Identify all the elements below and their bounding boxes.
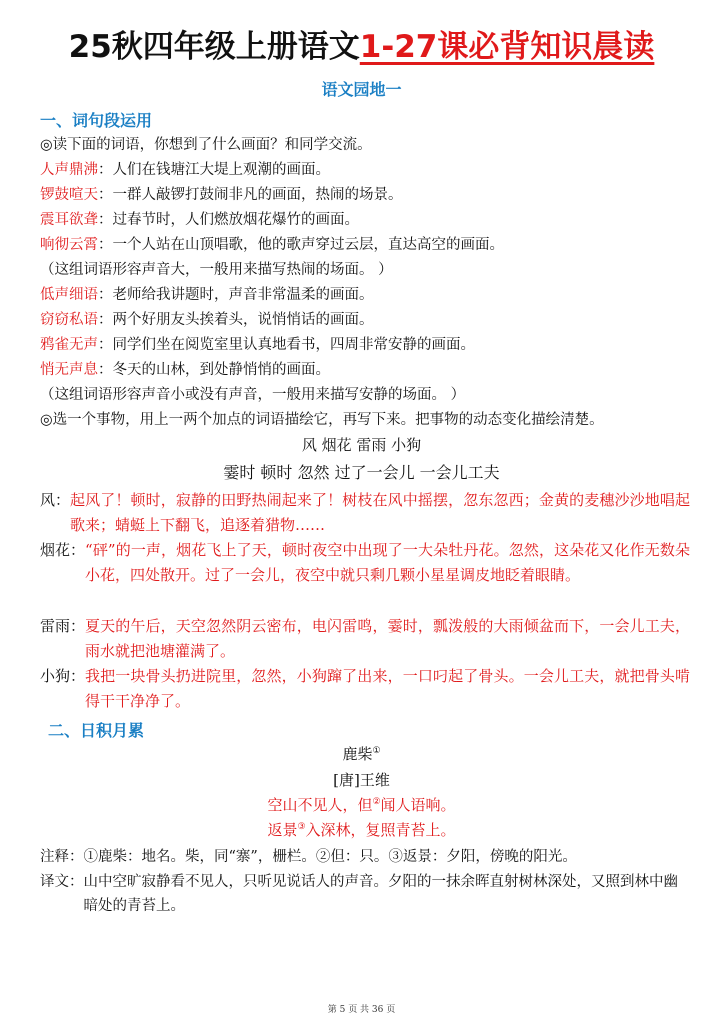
poem-line-2-note: ③	[297, 822, 306, 832]
word-item	[40, 334, 475, 356]
notes-label: 注释：	[40, 849, 84, 865]
lesson-subtitle: 语文园地一	[321, 80, 402, 99]
essay-text: 夏天的午后，天空忽然阴云密布，电闪雷鸣，霎时，瓢泼般的大雨倾盆而下，一会儿工夫，雨水就把池塘灌满了。	[85, 617, 690, 660]
word-item	[40, 309, 374, 331]
page-number: 第 5 页 共 36 页	[327, 1005, 396, 1015]
page-title	[0, 26, 723, 68]
essay-text: 我把一块骨头扔进院里，忽然，小狗蹿了出来，一口叼起了骨头。一会儿工夫，就把骨头啃得干干净净了。	[85, 667, 690, 710]
word-term: 窃窃私语	[40, 312, 98, 328]
essay-label: 雷雨：	[40, 617, 86, 635]
section-heading-1: 一、词句段运用	[40, 111, 153, 130]
poem-author: [唐]王维	[333, 771, 390, 789]
essay-text: 起风了！顿时，寂静的田野热闹起来了！树枝在风中摇摆，忽东忽西；金黄的麦穗沙沙地唱起歌来；蜻蜓上下翻飞，追逐着猎物……	[70, 491, 690, 534]
word-item	[40, 284, 374, 306]
word-term: 悄无声息	[40, 362, 98, 378]
prompt-1: ◎读下面的词语，你想到了什么画面？和同学交流。	[40, 137, 372, 153]
poem-line-2b: 入深林，复照青苔上。	[305, 821, 456, 839]
word-term: 响彻云霄	[40, 237, 98, 253]
word-desc: ：人们在钱塘江大堤上观潮的画面。	[98, 162, 330, 178]
title-red-part: 1-27课必背知识晨读	[359, 29, 655, 65]
word-term: 锣鼓喧天	[40, 187, 98, 203]
word-desc: ：老师给我讲题时，声音非常温柔的画面。	[98, 287, 374, 303]
essay-label: 小狗：	[40, 667, 86, 685]
essay-wind	[40, 488, 690, 538]
poem-line-2a: 返景	[267, 821, 298, 839]
poem-line-1-note: ②	[372, 797, 381, 807]
essay-puppy	[40, 664, 690, 714]
poem-title	[0, 743, 723, 764]
group-summary-2: （这组词语形容声音小或没有声音，一般用来描写安静的场面。 ）	[40, 387, 466, 403]
prompt-2: ◎选一个事物，用上一两个加点的词语描绘它，再写下来。把事物的动态变化描绘清楚。	[40, 412, 604, 428]
word-item	[40, 359, 330, 381]
word-desc: ：过春节时，人们燃放烟花爆竹的画面。	[98, 212, 359, 228]
word-desc: ：一群人敲锣打鼓闹非凡的画面，热闹的场景。	[98, 187, 403, 203]
word-desc: ：同学们坐在阅览室里认真地看书，四周非常安静的画面。	[98, 337, 475, 353]
essay-text: “砰”的一声，烟花飞上了天，顿时夜空中出现了一大朵牡丹花。忽然，这朵花又化作无数朵小花，四处散开。过了一会儿，夜空中就只剩几颗小星星调皮地眨着眼睛。	[85, 541, 690, 584]
word-item	[40, 234, 504, 256]
poem-line-1a: 空山不见人，但	[267, 796, 373, 814]
poem-line-2	[0, 819, 723, 840]
poem-title-text: 鹿柴	[342, 745, 373, 763]
essay-fireworks	[40, 538, 690, 588]
poem-line-1b: 闻人语响。	[380, 796, 456, 814]
word-item	[40, 209, 359, 231]
section-heading-2: 二、日积月累	[48, 721, 145, 740]
essay-label: 风：	[40, 491, 71, 509]
dotted-words: 霎时 顿时 忽然 过了一会儿 一会儿工夫	[223, 463, 500, 482]
word-term: 低声细语	[40, 287, 98, 303]
word-item	[40, 159, 330, 181]
translation-label: 译文：	[40, 874, 84, 890]
word-desc: ：两个好朋友头挨着头，说悄悄话的画面。	[98, 312, 374, 328]
poem-notes	[40, 845, 690, 869]
word-desc: ：冬天的山林，到处静悄悄的画面。	[98, 362, 330, 378]
word-desc: ：一个人站在山顶唱歌，他的歌声穿过云层，直达高空的画面。	[98, 237, 504, 253]
word-item	[40, 184, 403, 206]
essay-thunderstorm	[40, 614, 690, 664]
title-black-part: 25秋四年级上册语文	[68, 29, 360, 65]
translation-text: 山中空旷寂静看不见人，只听见说话人的声音。夕阳的一抹余晖直射树林深处，又照到林中幽暗处的青苔上。	[83, 874, 678, 914]
word-term: 震耳欲聋	[40, 212, 98, 228]
things-list: 风 烟花 雷雨 小狗	[301, 436, 422, 454]
word-term: 人声鼎沸	[40, 162, 98, 178]
poem-translation	[40, 870, 690, 918]
notes-text: ①鹿柴：地名。柴，同“寨”，栅栏。②但：只。③返景：夕阳，傍晚的阳光。	[83, 849, 577, 865]
poem-title-note: ①	[372, 746, 381, 756]
essay-label: 烟花：	[40, 541, 86, 559]
word-term: 鸦雀无声	[40, 337, 98, 353]
group-summary-1: （这组词语形容声音大，一般用来描写热闹的场面。 ）	[40, 262, 393, 278]
poem-line-1	[0, 794, 723, 815]
